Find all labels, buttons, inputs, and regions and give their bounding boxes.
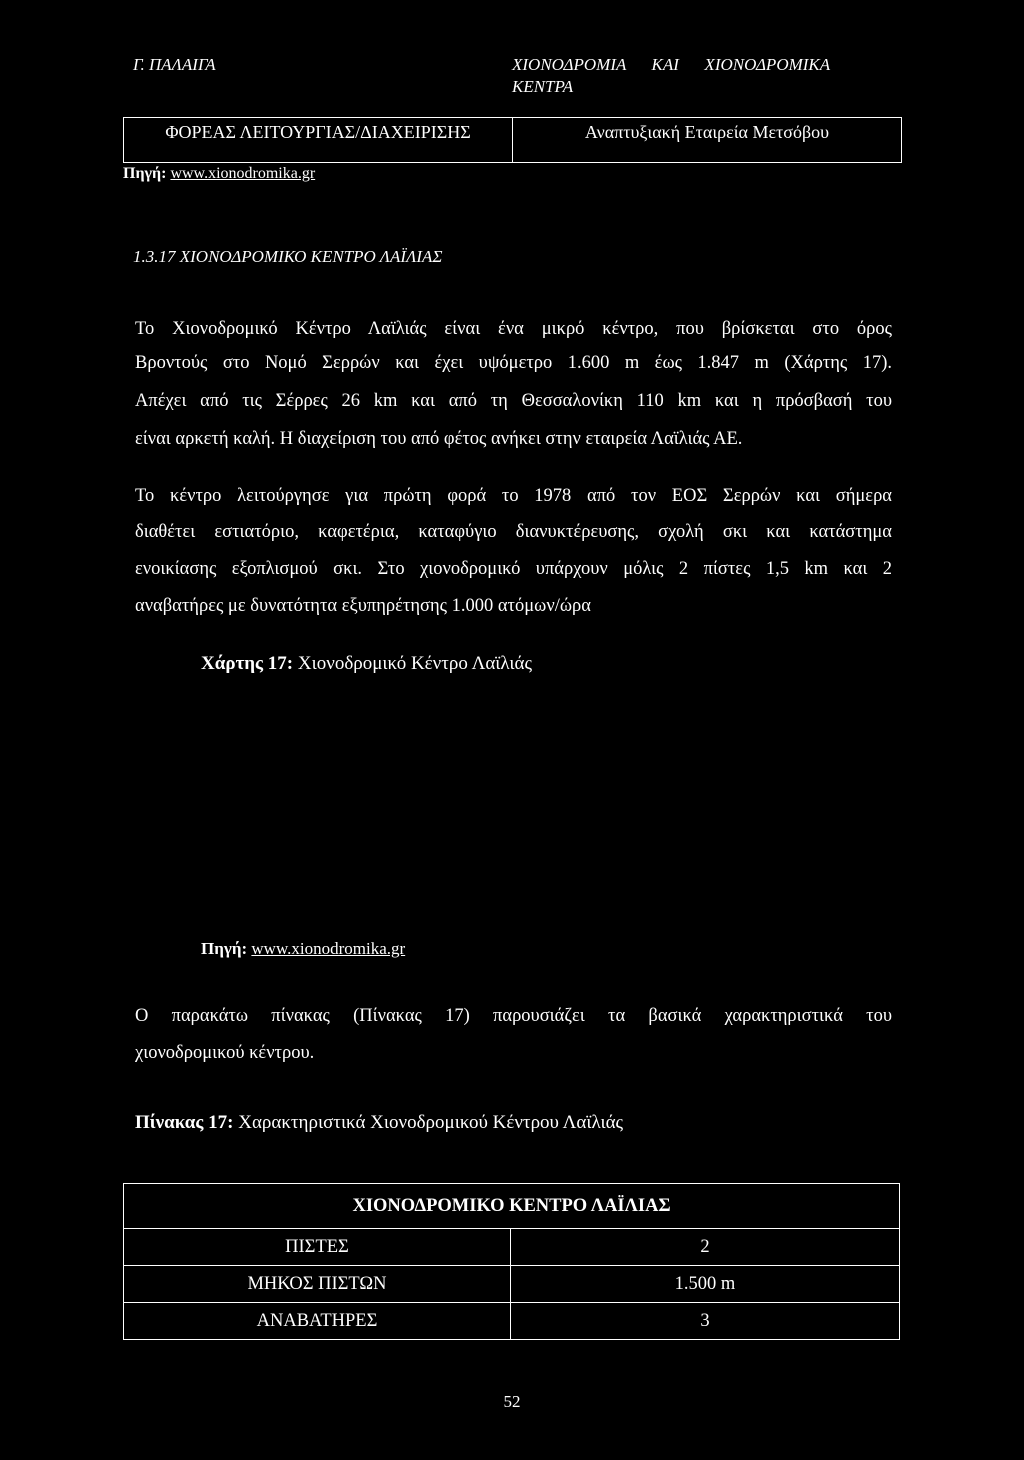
table-title: ΧΙΟΝΟΔΡΟΜΙΚΟ ΚΕΝΤΡΟ ΛΑΪΛΙΑΣ — [124, 1184, 900, 1229]
para1-line: Βροντούς στο Νομό Σερρών και έχει υψόμετρο 1.600 m έως 1.847 m (Χάρτης 17). — [135, 353, 892, 373]
table-cell-value: 1.500 m — [511, 1266, 900, 1303]
source-label: Πηγή: — [123, 165, 167, 182]
para2-line: διαθέτει εστιατόριο, καφετέρια, καταφύγιο διανυκτέρευσης, σχολή σκι και κατάστημα — [135, 522, 892, 542]
para3-line: χιονοδρομικού κέντρου. — [135, 1043, 315, 1063]
para1-line: Απέχει από τις Σέρρες 26 km και από τη Θεσσαλονίκη 110 km και η πρόσβασή του — [135, 391, 892, 411]
map-caption — [201, 653, 532, 675]
para2-line: αναβατήρες με δυνατότητα εξυπηρέτησης 1.000 ατόμων/ώρα — [135, 596, 591, 616]
table-cell-value: 2 — [511, 1229, 900, 1266]
table-cell-label: ΜΗΚΟΣ ΠΙΣΤΩΝ — [124, 1266, 511, 1303]
source-link[interactable]: www.xionodromika.gr — [170, 165, 316, 182]
table-cell-label: ΑΝΑΒΑΤΗΡΕΣ — [124, 1303, 511, 1340]
source-label: Πηγή: — [201, 939, 248, 958]
characteristics-table — [123, 1183, 900, 1340]
para2-line: ενοικίασης εξοπλισμού σκι. Στο χιονοδρομικό υπάρχουν μόλις 2 πίστες 1,5 km και 2 — [135, 559, 892, 579]
header-author: Γ. ΠΑΛΑΙΓΑ — [133, 55, 216, 74]
table-caption-label: Πίνακας 17: — [135, 1112, 234, 1133]
table-row — [124, 1266, 900, 1303]
para3-line: Ο παρακάτω πίνακας (Πίνακας 17) παρουσιάζει τα βασικά χαρακτηριστικά του — [135, 1006, 892, 1026]
table-caption — [135, 1112, 623, 1134]
operator-label: ΦΟΡΕΑΣ ΛΕΙΤΟΥΡΓΙΑΣ/ΔΙΑΧΕΙΡΙΣΗΣ — [124, 118, 513, 163]
map-caption-label: Χάρτης 17: — [201, 653, 294, 674]
para1-line: Το Χιονοδρομικό Κέντρο Λαϊλιάς είναι ένα μικρό κέντρο, που βρίσκεται στο όρος — [135, 319, 892, 339]
source-line-1 — [123, 165, 315, 183]
header-title-line2: ΚΕΝΤΡΑ — [512, 77, 574, 96]
operator-value: Αναπτυξιακή Εταιρεία Μετσόβου — [513, 118, 902, 163]
page-number: 52 — [503, 1392, 521, 1411]
section-title: 1.3.17 ΧΙΟΝΟΔΡΟΜΙΚΟ ΚΕΝΤΡΟ ΛΑΪΛΙΑΣ — [133, 247, 443, 266]
para2-line: Το κέντρο λειτούργησε για πρώτη φορά το 1978 από τον ΕΟΣ Σερρών και σήμερα — [135, 486, 892, 506]
header-title-line1: ΧΙΟΝΟΔΡΟΜΙΑ ΚΑΙ ΧΙΟΝΟΔΡΟΜΙΚΑ — [512, 55, 831, 74]
map-caption-text: Χιονοδρομικό Κέντρο Λαϊλιάς — [293, 653, 532, 674]
para1-line: είναι αρκετή καλή. Η διαχείριση του από φέτος ανήκει στην εταιρεία Λαϊλιάς ΑΕ. — [135, 429, 743, 449]
table-caption-text: Χαρακτηριστικά Χιονοδρομικού Κέντρου Λαϊλιάς — [233, 1112, 624, 1133]
table-row — [124, 1229, 900, 1266]
source-link[interactable]: www.xionodromika.gr — [251, 939, 406, 958]
table-row — [124, 1303, 900, 1340]
source-line-2 — [201, 939, 405, 959]
operator-table — [123, 117, 902, 163]
map-image — [201, 690, 821, 930]
table-cell-value: 3 — [511, 1303, 900, 1340]
table-cell-label: ΠΙΣΤΕΣ — [124, 1229, 511, 1266]
